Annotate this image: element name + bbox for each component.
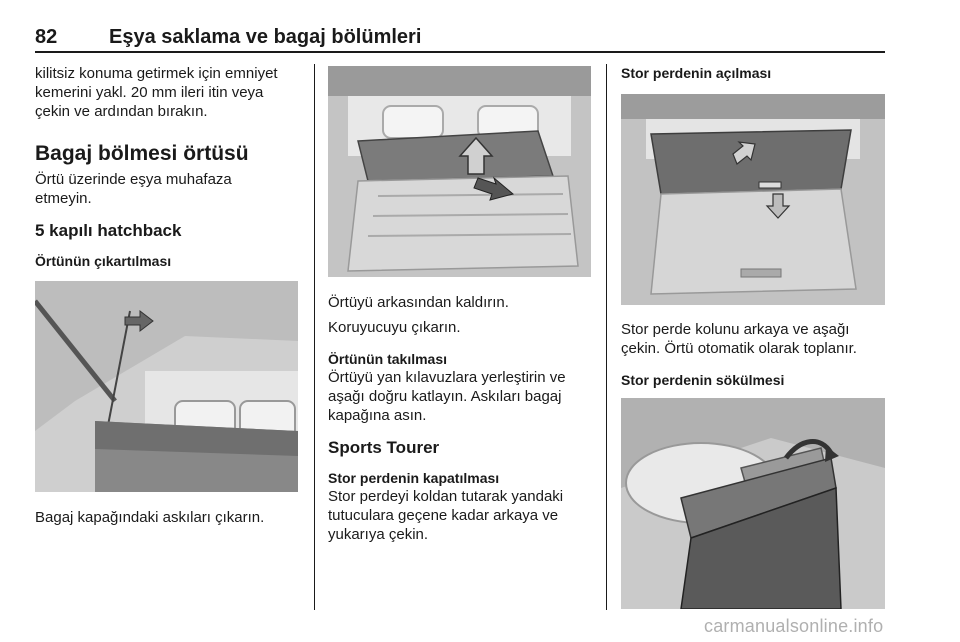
install-line-2: aşağı doğru katlayın. Askıları bagaj	[328, 388, 562, 405]
caption-remove-hangers: Bagaj kapağındaki askıları çıkarın.	[35, 509, 265, 526]
column-1-caption	[35, 508, 305, 527]
figure-lift-cover	[328, 66, 591, 277]
column-3	[621, 64, 885, 82]
header-rule	[35, 51, 885, 53]
column-divider-2	[606, 64, 607, 610]
install-line-1: Örtüyü yan kılavuzlara yerleştirin ve	[328, 369, 566, 386]
column-2	[328, 293, 600, 544]
footer-watermark: carmanualsonline.info	[704, 616, 884, 636]
figure-hatchback-hangers	[35, 281, 298, 492]
figure-remove-blind	[621, 398, 885, 609]
section-heading-cover: Bagaj bölmesi örtüsü	[35, 142, 249, 165]
figure-open-blind	[621, 94, 885, 305]
open-line-1: Stor perde kolunu arkaya ve aşağı	[621, 321, 850, 338]
remove-blind-heading: Stor perdenin sökülmesi	[621, 372, 785, 388]
intro-line-1: kilitsiz konuma getirmek için emniyet	[35, 65, 278, 82]
close-line-1: Stor perdeyi koldan tutarak yandaki	[328, 488, 564, 505]
column-divider-1	[314, 64, 315, 610]
intro-line-2: kemerini yakl. 20 mm ileri itin veya	[35, 84, 264, 101]
close-line-2: tutuculara geçene kadar arkaya ve	[328, 507, 559, 524]
close-heading: Stor perdenin kapatılması	[328, 470, 500, 486]
removal-heading: Örtünün çıkartılması	[35, 253, 172, 269]
step-lift-cover: Örtüyü arkasından kaldırın.	[328, 294, 509, 311]
section-heading-sports-tourer: Sports Tourer	[328, 438, 440, 457]
cover-note-line-2: etmeyin.	[35, 190, 92, 207]
column-3-lower	[621, 320, 885, 389]
install-line-3: kapağına asın.	[328, 407, 427, 424]
open-heading: Stor perdenin açılması	[621, 65, 772, 81]
close-line-3: yukarıya çekin.	[328, 526, 429, 543]
open-line-2: çekin. Örtü otomatik olarak toplanır.	[621, 340, 857, 357]
page-number: 82	[35, 26, 58, 48]
subsection-heading-hatchback: 5 kapılı hatchback	[35, 221, 182, 240]
step-remove-protector: Koruyucuyu çıkarın.	[328, 319, 461, 336]
column-1	[35, 64, 305, 270]
page-title: Eşya saklama ve bagaj bölümleri	[109, 26, 422, 48]
install-heading: Örtünün takılması	[328, 351, 448, 367]
intro-line-3: çekin ve ardından bırakın.	[35, 103, 208, 120]
page-header	[35, 26, 885, 52]
cover-note-line-1: Örtü üzerinde eşya muhafaza	[35, 171, 232, 188]
